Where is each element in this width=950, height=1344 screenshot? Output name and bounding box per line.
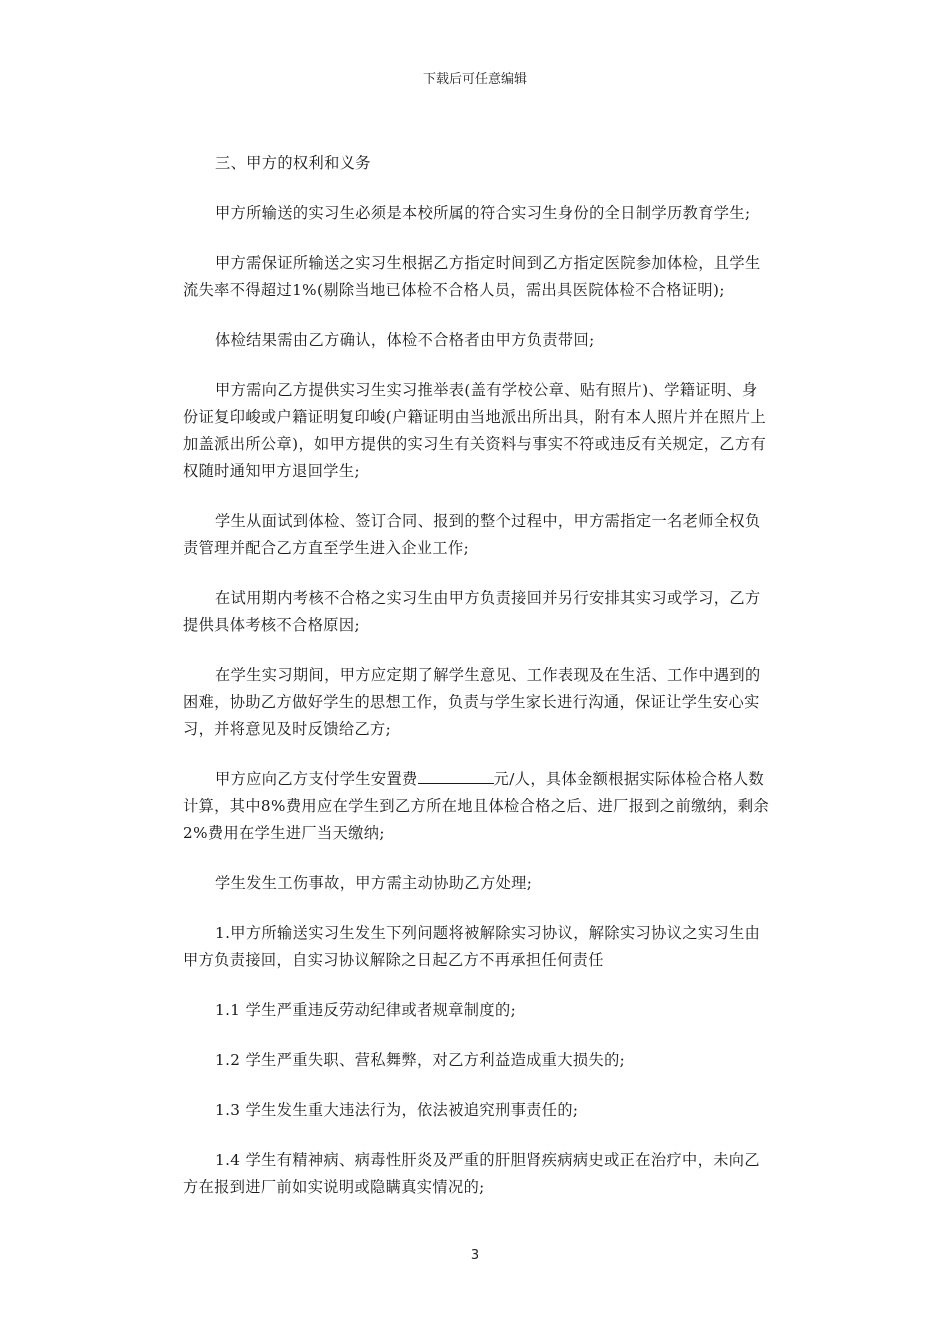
fee-paragraph bbox=[183, 766, 773, 847]
fee-text-before: 甲方应向乙方支付学生安置费 bbox=[215, 770, 418, 788]
clause-1-4: 1.4 学生有精神病、病毒性肝炎及严重的肝胆肾疾病病史或正在治疗中，未向乙方在报到进厂前如实说明或隐瞒真实情况的; bbox=[183, 1151, 760, 1196]
clause-1: 1.甲方所输送实习生发生下列问题将被解除实习协议，解除实习协议之实习生由甲方负责接回，自实习协议解除之日起乙方不再承担任何责任 bbox=[183, 924, 761, 969]
page-number: 3 bbox=[470, 1248, 480, 1263]
paragraph: 体检结果需由乙方确认，体检不合格者由甲方负责带回; bbox=[215, 331, 595, 349]
paragraph: 甲方需保证所输送之实习生根据乙方指定时间到乙方指定医院参加体检，且学生流失率不得超过1%(剔除当地已体检不合格人员，需出具医院体检不合格证明); bbox=[183, 254, 761, 299]
paragraph: 在学生实习期间，甲方应定期了解学生意见、工作表现及在生活、工作中遇到的困难，协助乙方做好学生的思想工作，负责与学生家长进行沟通，保证让学生安心实习，并将意见及时反馈给乙方; bbox=[183, 666, 761, 738]
paragraph: 甲方需向乙方提供实习生实习推举表(盖有学校公章、贴有照片)、学籍证明、身份证复印峻或户籍证明复印峻(户籍证明由当地派出所出具，附有本人照片并在照片上加盖派出所公章)，如甲方提供的实习生有关资料与事实不符或违反有关规定，乙方有权随时通知甲方退回学生; bbox=[183, 381, 767, 480]
paragraph: 学生发生工伤事故，甲方需主动协助乙方处理; bbox=[215, 874, 533, 892]
fee-text-after: 元/人，具体金额根据实际体检合格人数计算，其中8%费用应在学生到乙方所在地且体检合格之后、进厂报到之前缴纳，剩余2%费用在学生进厂当天缴纳; bbox=[183, 770, 770, 842]
paragraph: 在试用期内考核不合格之实习生由甲方负责接回并另行安排其实习或学习，乙方提供具体考核不合格原因; bbox=[183, 589, 761, 634]
clause-1-1: 1.1 学生严重违反劳动纪律或者规章制度的; bbox=[215, 1001, 517, 1019]
document-body bbox=[183, 150, 773, 1201]
fee-blank-line bbox=[418, 767, 494, 784]
paragraph: 甲方所输送的实习生必须是本校所属的符合实习生身份的全日制学历教育学生; bbox=[215, 204, 751, 222]
clause-1-3: 1.3 学生发生重大违法行为，依法被追究刑事责任的; bbox=[215, 1101, 579, 1119]
page-header: 下载后可任意编辑 bbox=[422, 72, 527, 87]
clause-1-2: 1.2 学生严重失职、营私舞弊，对乙方利益造成重大损失的; bbox=[215, 1051, 626, 1069]
paragraph: 学生从面试到体检、签订合同、报到的整个过程中，甲方需指定一名老师全权负责管理并配合乙方直至学生进入企业工作; bbox=[183, 512, 761, 557]
section-title: 三、甲方的权利和义务 bbox=[215, 154, 371, 172]
